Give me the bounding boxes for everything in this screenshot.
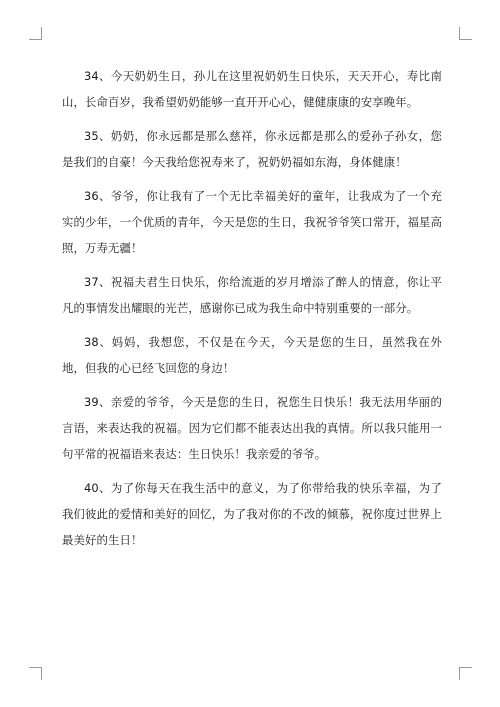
paragraph-38: 38、妈妈，我想您，不仅是在今天，今天是您的生日，虽然我在外地，但我的心已经飞回您的身边！ — [62, 335, 442, 375]
crop-mark-bottom-right — [459, 667, 472, 680]
paragraph-40: 40、为了你每天在我生活中的意义，为了你带给我的快乐幸福，为了我们彼此的爱情和美好的回忆，为了我对你的不改的倾慕，祝你度过世界上最美好的生日！ — [62, 481, 442, 547]
paragraph-35: 35、奶奶，你永远都是那么慈祥，你永远都是那么的爱孙子孙女，您是我们的自豪！今天我给您祝寿来了，祝奶奶福如东海，身体健康！ — [62, 129, 442, 169]
paragraph-39: 39、亲爱的爷爷，今天是您的生日，祝您生日快乐！我无法用华丽的言语，来表达我的祝福。因为它们都不能表达出我的真情。所以我只能用一句平常的祝福语来表达：生日快乐！我亲爱的爷爷。 — [62, 395, 442, 461]
document-body — [62, 63, 442, 561]
paragraph-34: 34、今天奶奶生日，孙儿在这里祝奶奶生日快乐，天天开心，寿比南山，长命百岁，我希望奶奶能够一直开开心心，健健康康的安享晚年。 — [62, 69, 442, 109]
crop-mark-top-left — [29, 27, 42, 40]
crop-mark-top-right — [459, 27, 472, 40]
paragraph-37: 37、祝福夫君生日快乐，你给流逝的岁月增添了醉人的情意，你让平凡的事情发出耀眼的光芒，感谢你已成为我生命中特别重要的一部分。 — [62, 275, 442, 315]
crop-mark-bottom-left — [29, 667, 42, 680]
paragraph-36: 36、爷爷，你让我有了一个无比幸福美好的童年，让我成为了一个充实的少年，一个优质的青年，今天是您的生日，我祝爷爷笑口常开，福星高照，万寿无疆！ — [62, 189, 442, 255]
